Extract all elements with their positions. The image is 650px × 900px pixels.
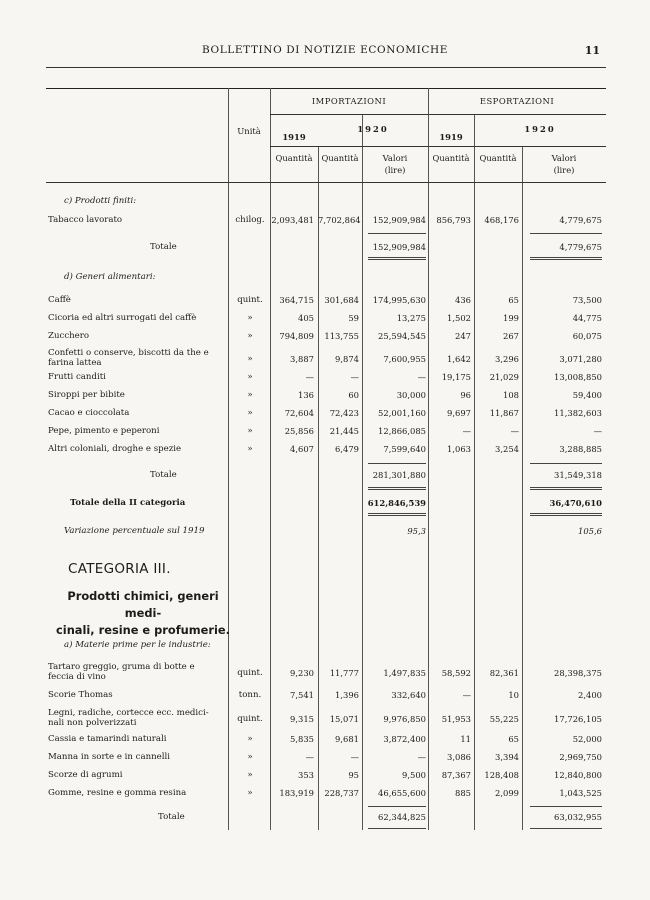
header-imp-lire: (lire) bbox=[384, 165, 406, 175]
header-esp-valori: Valori bbox=[551, 153, 577, 163]
cell-imp-q-1920: 113,755 bbox=[324, 331, 359, 341]
sum-rule-chimici-esp bbox=[530, 806, 602, 807]
total-esp-valori: 4,779,675 bbox=[559, 242, 602, 252]
cell-esp-q-1920: 468,176 bbox=[484, 215, 519, 225]
header-year-rule-small1 bbox=[270, 146, 318, 147]
sum-rule-finiti-bottom2-esp bbox=[530, 259, 602, 260]
cell-imp-q-1919: 7,541 bbox=[290, 690, 314, 700]
row-unit: » bbox=[247, 354, 253, 364]
cell-esp-q-1919: 1,502 bbox=[447, 313, 471, 323]
cell-esp-v-1920: 12,840,800 bbox=[554, 770, 602, 780]
section-heading-materie: a) Materie prime per le industrie: bbox=[64, 640, 211, 650]
cell-imp-q-1920: 60 bbox=[348, 390, 359, 400]
cell-esp-q-1920: 3,394 bbox=[495, 752, 519, 762]
row-label: Siroppi per bibite bbox=[48, 390, 125, 400]
row-label: Tartaro greggio, gruma di botte e bbox=[48, 662, 195, 672]
total-label: Totale bbox=[158, 812, 185, 822]
cell-esp-q-1919: 885 bbox=[455, 788, 471, 798]
cell-imp-q-1920: 301,684 bbox=[324, 295, 359, 305]
cell-imp-q-1919: — bbox=[305, 372, 314, 382]
cell-imp-q-1919: 9,230 bbox=[290, 668, 314, 678]
row-unit: » bbox=[247, 444, 253, 454]
cell-esp-q-1920: 11,867 bbox=[489, 408, 519, 418]
cell-esp-q-1919: 247 bbox=[455, 331, 471, 341]
cell-imp-v-1920: 174,995,630 bbox=[372, 295, 426, 305]
cell-esp-v-1920: 59,400 bbox=[572, 390, 602, 400]
cell-esp-q-1920: — bbox=[510, 426, 519, 436]
sum-rule-alimentari-esp bbox=[530, 463, 602, 464]
cell-imp-q-1920: 9,874 bbox=[335, 354, 359, 364]
cell-esp-v-1920: 73,500 bbox=[572, 295, 602, 305]
cell-esp-q-1920: 55,225 bbox=[489, 714, 519, 724]
cell-esp-q-1920: 199 bbox=[503, 313, 519, 323]
cell-imp-q-1920: 11,777 bbox=[329, 668, 359, 678]
row-label: Caffè bbox=[48, 295, 71, 305]
header-esportazioni: ESPORTAZIONI bbox=[479, 96, 555, 106]
running-title: BOLLETTINO DI NOTIZIE ECONOMICHE bbox=[202, 44, 448, 56]
cell-imp-v-1920: 152,909,984 bbox=[372, 215, 426, 225]
row-unit: » bbox=[247, 372, 253, 382]
section-heading-finiti: c) Prodotti finiti: bbox=[64, 196, 137, 206]
cell-esp-v-1920: 28,398,375 bbox=[554, 668, 602, 678]
cell-imp-q-1919: 405 bbox=[298, 313, 314, 323]
sum-rule-alimentari-bottom-imp bbox=[368, 487, 426, 488]
cell-imp-q-1919: 364,715 bbox=[279, 295, 314, 305]
variazione-imp: 95,3 bbox=[407, 526, 426, 536]
cell-esp-v-1920: 13,008,850 bbox=[554, 372, 602, 382]
row-unit: quint. bbox=[237, 668, 263, 678]
sum-rule-chimici-bottom-esp bbox=[530, 828, 602, 829]
cell-esp-v-1920: 2,400 bbox=[578, 690, 602, 700]
sum-rule-alimentari-bottom2-esp bbox=[530, 489, 602, 490]
sum-rule-categoria-esp bbox=[530, 513, 602, 514]
col-divider-imp-q1919 bbox=[318, 146, 319, 830]
row-unit: » bbox=[247, 734, 253, 744]
sum-rule-alimentari-imp bbox=[368, 463, 426, 464]
cell-imp-q-1920: — bbox=[350, 752, 359, 762]
header-imp-q1919: Quantità bbox=[275, 153, 313, 163]
row-unit: » bbox=[247, 752, 253, 762]
sum-rule-alimentari-bottom2-imp bbox=[368, 489, 426, 490]
sum-rule-chimici-imp bbox=[368, 806, 426, 807]
cell-esp-v-1920: 52,000 bbox=[572, 734, 602, 744]
cell-esp-q-1920: 2,099 bbox=[495, 788, 519, 798]
header-imp-1920: 1920 bbox=[357, 124, 389, 134]
sum-rule-alimentari-bottom-esp bbox=[530, 487, 602, 488]
cell-esp-q-1919: 856,793 bbox=[436, 215, 471, 225]
sum-rule-categoria2-esp bbox=[530, 515, 602, 516]
cell-imp-q-1919: 25,856 bbox=[284, 426, 314, 436]
cell-esp-q-1920: 108 bbox=[503, 390, 519, 400]
cell-imp-v-1920: — bbox=[417, 372, 426, 382]
cell-imp-q-1920: 7,702,864 bbox=[318, 215, 361, 225]
cell-imp-q-1920: 228,737 bbox=[324, 788, 359, 798]
header-imp-valori: Valori bbox=[382, 153, 408, 163]
row-label: Scorze di agrumi bbox=[48, 770, 123, 780]
total-label: Totale bbox=[150, 242, 177, 252]
row-unit: » bbox=[247, 390, 253, 400]
cell-imp-q-1920: 21,445 bbox=[329, 426, 359, 436]
cell-esp-q-1920: 21,029 bbox=[489, 372, 519, 382]
page-number: 11 bbox=[584, 44, 600, 57]
cell-imp-q-1919: 3,887 bbox=[290, 354, 314, 364]
cell-imp-v-1920: 9,976,850 bbox=[383, 714, 426, 724]
row-unit: tonn. bbox=[238, 690, 262, 700]
header-esp-lire: (lire) bbox=[553, 165, 575, 175]
row-label: Pepe, pimento e peperoni bbox=[48, 426, 160, 436]
header-esp-q1920: Quantità bbox=[479, 153, 517, 163]
cell-esp-q-1920: 82,361 bbox=[489, 668, 519, 678]
cell-esp-v-1920: 1,043,525 bbox=[559, 788, 602, 798]
row-label-cont: feccia di vino bbox=[48, 672, 106, 682]
cell-imp-v-1920: 25,594,545 bbox=[378, 331, 426, 341]
cell-imp-v-1920: 13,275 bbox=[396, 313, 426, 323]
row-unit: » bbox=[247, 408, 253, 418]
cell-esp-v-1920: 44,775 bbox=[572, 313, 602, 323]
cell-imp-q-1919: 794,809 bbox=[279, 331, 314, 341]
row-label: Zucchero bbox=[48, 331, 90, 341]
variazione-esp: 105,6 bbox=[578, 526, 602, 536]
cell-imp-q-1919: 136 bbox=[298, 390, 314, 400]
cell-esp-q-1919: 1,642 bbox=[447, 354, 471, 364]
total-imp-valori: 281,301,880 bbox=[372, 470, 426, 480]
cell-esp-q-1920: 65 bbox=[508, 295, 519, 305]
header-year-rule-small2 bbox=[428, 146, 474, 147]
cell-imp-v-1920: 7,599,640 bbox=[383, 444, 426, 454]
total-label: Totale bbox=[150, 470, 177, 480]
row-unit: quint. bbox=[237, 714, 263, 724]
sum-rule-chimici-bottom-imp bbox=[368, 828, 426, 829]
category-subtitle-line1: Prodotti chimici, generi medi- bbox=[67, 589, 219, 620]
row-unit: » bbox=[247, 770, 253, 780]
cell-imp-v-1920: 3,872,400 bbox=[383, 734, 426, 744]
header-esp-q1919: Quantità bbox=[432, 153, 470, 163]
cell-esp-v-1920: 3,071,280 bbox=[559, 354, 602, 364]
header-esp-1919: 1919 bbox=[439, 132, 463, 142]
sum-rule-categoria-imp bbox=[368, 513, 426, 514]
total-esp-valori: 36,470,610 bbox=[549, 498, 602, 508]
cell-imp-q-1920: — bbox=[350, 372, 359, 382]
cell-imp-q-1919: — bbox=[305, 752, 314, 762]
category-subtitle bbox=[48, 588, 238, 639]
cell-esp-v-1920: 4,779,675 bbox=[559, 215, 602, 225]
cell-imp-q-1920: 1,396 bbox=[335, 690, 359, 700]
row-unit: » bbox=[247, 788, 253, 798]
row-label-cont: farina lattea bbox=[48, 358, 102, 368]
cell-imp-q-1920: 9,681 bbox=[335, 734, 359, 744]
header-top-rule bbox=[46, 88, 606, 89]
row-label: Manna in sorte e in cannelli bbox=[48, 752, 170, 762]
variazione-label: Variazione percentuale sul 1919 bbox=[64, 526, 205, 536]
cell-imp-q-1919: 5,835 bbox=[290, 734, 314, 744]
cell-esp-q-1919: 19,175 bbox=[441, 372, 471, 382]
row-label: Tabacco lavorato bbox=[48, 215, 123, 225]
row-label: Cassia e tamarindi naturali bbox=[48, 734, 167, 744]
cell-esp-q-1919: — bbox=[462, 690, 471, 700]
total-imp-valori: 612,846,539 bbox=[367, 498, 426, 508]
row-label: Gomme, resine e gomma resina bbox=[48, 788, 187, 798]
running-head bbox=[0, 44, 650, 64]
cell-esp-q-1920: 10 bbox=[508, 690, 519, 700]
total-esp-valori: 63,032,955 bbox=[554, 812, 602, 822]
cell-esp-v-1920: 3,288,885 bbox=[559, 444, 602, 454]
cell-esp-q-1919: — bbox=[462, 426, 471, 436]
cell-imp-q-1920: 59 bbox=[348, 313, 359, 323]
row-unit: quint. bbox=[237, 295, 263, 305]
cell-esp-v-1920: 2,969,750 bbox=[559, 752, 602, 762]
section-heading-alimentari: d) Generi alimentari: bbox=[64, 272, 156, 282]
cell-imp-v-1920: — bbox=[417, 752, 426, 762]
header-importazioni: IMPORTAZIONI bbox=[311, 96, 387, 106]
cell-imp-v-1920: 46,655,600 bbox=[378, 788, 426, 798]
cell-imp-v-1920: 9,500 bbox=[402, 770, 426, 780]
header-year-rule-imp bbox=[318, 146, 428, 147]
cell-esp-v-1920: 17,726,105 bbox=[554, 714, 602, 724]
category-subtitle-line2: cinali, resine e profumerie. bbox=[56, 623, 230, 637]
cell-imp-v-1920: 30,000 bbox=[396, 390, 426, 400]
cell-esp-q-1919: 58,592 bbox=[441, 668, 471, 678]
row-unit: » bbox=[247, 426, 253, 436]
cell-esp-q-1920: 3,254 bbox=[495, 444, 519, 454]
cell-esp-q-1919: 436 bbox=[455, 295, 471, 305]
total-imp-valori: 152,909,984 bbox=[372, 242, 426, 252]
row-label: Legni, radiche, cortecce ecc. medici- bbox=[48, 708, 209, 718]
top-rule bbox=[46, 67, 606, 68]
header-sub-rule bbox=[270, 114, 606, 115]
col-divider-label bbox=[228, 88, 229, 830]
sum-rule-finiti-bottom-imp bbox=[368, 257, 426, 258]
row-label-cont: nali non polverizzati bbox=[48, 718, 137, 728]
row-unit: » bbox=[247, 313, 253, 323]
row-unit: » bbox=[247, 331, 253, 341]
cell-esp-q-1920: 128,408 bbox=[484, 770, 519, 780]
cell-imp-v-1920: 52,001,160 bbox=[378, 408, 426, 418]
sum-rule-finiti-imp bbox=[368, 233, 426, 234]
cell-imp-q-1920: 72,423 bbox=[329, 408, 359, 418]
cell-imp-q-1919: 353 bbox=[298, 770, 314, 780]
header-imp-q1920: Quantità bbox=[321, 153, 359, 163]
header-year-rule-esp bbox=[474, 146, 606, 147]
sum-rule-finiti-bottom-esp bbox=[530, 257, 602, 258]
row-label: Confetti o conserve, biscotti da the e bbox=[48, 348, 209, 358]
row-label: Scorie Thomas bbox=[48, 690, 113, 700]
cell-imp-q-1920: 15,071 bbox=[329, 714, 359, 724]
total-label: Totale della II categoria bbox=[70, 498, 186, 508]
cell-imp-q-1919: 9,315 bbox=[290, 714, 314, 724]
row-label: Altri coloniali, droghe e spezie bbox=[48, 444, 182, 454]
sum-rule-finiti-esp bbox=[530, 233, 602, 234]
sum-rule-categoria2-imp bbox=[368, 515, 426, 516]
cell-imp-q-1919: 72,604 bbox=[284, 408, 314, 418]
cell-esp-v-1920: 60,075 bbox=[572, 331, 602, 341]
cell-imp-q-1919: 183,919 bbox=[279, 788, 314, 798]
category-title: CATEGORIA III. bbox=[68, 561, 171, 577]
cell-esp-q-1919: 9,697 bbox=[447, 408, 471, 418]
row-label: Cacao e cioccolata bbox=[48, 408, 130, 418]
header-imp-1919: 1919 bbox=[282, 132, 306, 142]
row-label: Frutti canditi bbox=[48, 372, 106, 382]
row-label: Cicoria ed altri surrogati del caffè bbox=[48, 313, 197, 323]
cell-esp-q-1919: 1,063 bbox=[447, 444, 471, 454]
total-esp-valori: 31,549,318 bbox=[554, 470, 602, 480]
cell-imp-v-1920: 7,600,955 bbox=[383, 354, 426, 364]
cell-imp-v-1920: 332,640 bbox=[391, 690, 426, 700]
sum-rule-finiti-bottom2-imp bbox=[368, 259, 426, 260]
cell-esp-v-1920: 11,382,603 bbox=[554, 408, 602, 418]
cell-esp-q-1919: 96 bbox=[460, 390, 471, 400]
header-esp-1920: 1920 bbox=[524, 124, 556, 134]
cell-esp-q-1920: 3,296 bbox=[495, 354, 519, 364]
cell-imp-q-1920: 6,479 bbox=[335, 444, 359, 454]
cell-esp-q-1920: 65 bbox=[508, 734, 519, 744]
cell-imp-q-1919: 4,607 bbox=[290, 444, 314, 454]
cell-esp-q-1919: 3,086 bbox=[447, 752, 471, 762]
cell-esp-q-1920: 267 bbox=[503, 331, 519, 341]
cell-imp-v-1920: 12,866,085 bbox=[378, 426, 426, 436]
cell-esp-q-1919: 11 bbox=[460, 734, 471, 744]
total-imp-valori: 62,344,825 bbox=[378, 812, 426, 822]
cell-esp-v-1920: — bbox=[593, 426, 602, 436]
cell-imp-v-1920: 1,497,835 bbox=[383, 668, 426, 678]
header-unita: Unità bbox=[237, 126, 261, 136]
cell-esp-q-1919: 51,953 bbox=[441, 714, 471, 724]
cell-esp-q-1919: 87,367 bbox=[441, 770, 471, 780]
row-unit: chilog. bbox=[235, 215, 265, 225]
cell-imp-q-1920: 95 bbox=[348, 770, 359, 780]
header-bottom-rule bbox=[46, 182, 606, 183]
cell-imp-q-1919: 2,093,481 bbox=[271, 215, 314, 225]
